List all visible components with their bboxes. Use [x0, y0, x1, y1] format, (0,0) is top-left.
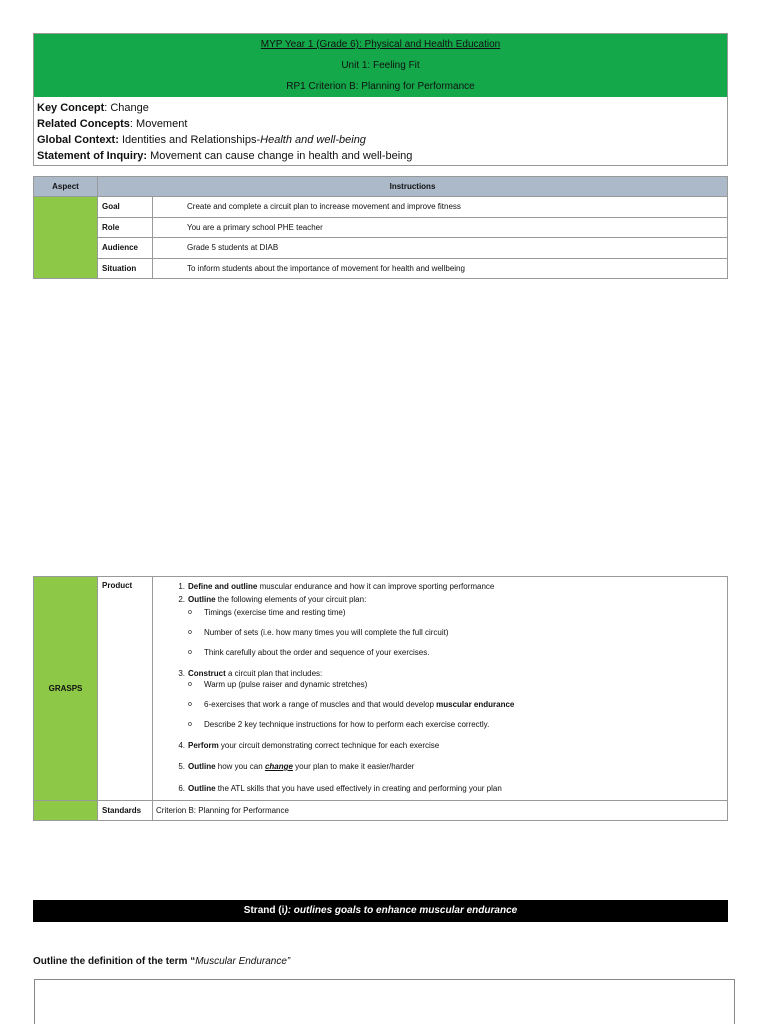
- item-number: 5.: [178, 762, 185, 771]
- row-label: Audience: [98, 238, 153, 259]
- table-row: [34, 238, 728, 259]
- global-italic: Health and well-being: [260, 134, 366, 146]
- item-text: the ATL skills that you have used effectively in creating and performing your plan: [215, 784, 502, 793]
- sub-text: Warm up (pulse raiser and dynamic stretches): [204, 680, 368, 689]
- list-item: [173, 594, 727, 605]
- item-number: 3.: [178, 669, 185, 678]
- list-item: [173, 581, 727, 592]
- related-label: Related Concepts: [37, 118, 130, 130]
- sub-text: 6-exercises that work a range of muscles and that would develop: [204, 700, 437, 709]
- product-list: [153, 577, 727, 800]
- row-label: Goal: [98, 197, 153, 218]
- grasps-table: [33, 576, 728, 821]
- course-title: MYP Year 1 (Grade 6): Physical and Health Education: [260, 39, 501, 50]
- item-text: a circuit plan that includes:: [225, 669, 323, 678]
- sub-item: [188, 679, 727, 690]
- bullet-icon: o: [188, 609, 192, 616]
- product-cell: [153, 577, 728, 801]
- sub-text: Timings (exercise time and resting time): [204, 608, 346, 617]
- unit-header: [33, 33, 728, 166]
- related-concepts: [37, 116, 724, 132]
- row-text: You are a primary school PHE teacher: [153, 217, 728, 238]
- item-text: muscular endurance and how it can improve sporting performance: [257, 582, 495, 591]
- item-number: 4.: [178, 741, 185, 750]
- related-value: : Movement: [129, 118, 188, 130]
- product-label: Product: [98, 577, 153, 801]
- row-text: Create and complete a circuit plan to increase movement and improve fitness: [153, 197, 728, 218]
- table-row: [34, 258, 728, 279]
- unit-title: Unit 1: Feeling Fit: [341, 60, 420, 71]
- bullet-icon: o: [188, 649, 192, 656]
- sub-item: [188, 607, 727, 618]
- list-item: [173, 761, 727, 772]
- item-bold: Outline: [188, 762, 216, 771]
- strand-italic: ): outlines goals to enhance muscular endurance: [284, 905, 518, 916]
- standards-row: [34, 801, 728, 821]
- answer-box[interactable]: [34, 979, 735, 1024]
- sub-item: [188, 719, 727, 730]
- bullet-icon: o: [188, 629, 192, 636]
- bullet-icon: o: [188, 701, 192, 708]
- concept-info: [34, 97, 727, 167]
- bullet-icon: o: [188, 721, 192, 728]
- bullet-icon: o: [188, 681, 192, 688]
- aspect-table: [33, 176, 728, 279]
- list-item: [173, 783, 727, 794]
- row-text: Grade 5 students at DIAB: [153, 238, 728, 259]
- item-text: your circuit demonstrating correct technique for each exercise: [218, 741, 440, 750]
- sub-text: Describe 2 key technique instructions for how to perform each exercise correctly.: [204, 720, 490, 729]
- sub-text: Number of sets (i.e. how many times you will complete the full circuit): [204, 628, 449, 637]
- global-value: Identities and Relationships-: [118, 134, 261, 146]
- row-label: Role: [98, 217, 153, 238]
- prompt-italic: Muscular Endurance”: [195, 956, 291, 967]
- item-text: the following elements of your circuit plan:: [215, 595, 367, 604]
- row-label: Situation: [98, 258, 153, 279]
- item-number: 6.: [178, 784, 185, 793]
- key-concept-value: : Change: [104, 102, 149, 114]
- table-row: [34, 197, 728, 218]
- global-context: [37, 132, 724, 148]
- inquiry-value: Movement can cause change in health and well-being: [147, 150, 413, 162]
- key-concept: [37, 100, 724, 116]
- global-label: Global Context:: [37, 134, 119, 146]
- key-concept-label: Key Concept: [37, 102, 105, 114]
- inquiry-label: Statement of Inquiry:: [37, 150, 148, 162]
- item-bold: Perform: [188, 741, 219, 750]
- sub-item: [188, 627, 727, 638]
- table-row: [34, 217, 728, 238]
- standards-label: Standards: [98, 801, 153, 821]
- item-bold: Outline: [188, 595, 216, 604]
- sub-text: Think carefully about the order and sequence of your exercises.: [204, 648, 430, 657]
- prompt-bold: Outline the definition of the term “: [33, 956, 196, 967]
- standards-fill: [34, 801, 98, 821]
- sub-item: [188, 647, 727, 658]
- strand-banner: [33, 900, 728, 922]
- standards-value: Criterion B: Planning for Performance: [153, 801, 728, 821]
- header-banner: [34, 34, 727, 97]
- item-text: how you can: [215, 762, 265, 771]
- outline-prompt: [33, 956, 290, 967]
- row-text: To inform students about the importance of movement for health and wellbeing: [153, 258, 728, 279]
- grasps-label: GRASPS: [34, 577, 98, 801]
- item-number: 1.: [178, 582, 185, 591]
- item-text: your plan to make it easier/harder: [292, 762, 415, 771]
- statement-of-inquiry: [37, 148, 724, 164]
- sub-bold: muscular endurance: [436, 700, 515, 709]
- item-bold: Construct: [188, 669, 226, 678]
- item-number: 2.: [178, 595, 185, 604]
- list-item: [173, 740, 727, 751]
- product-row: [34, 577, 728, 801]
- aspect-cell: [34, 197, 98, 279]
- aspect-header: Aspect: [34, 177, 98, 197]
- item-bold: Outline: [188, 784, 216, 793]
- sub-item: [188, 699, 727, 710]
- list-item: [173, 668, 727, 679]
- strand-prefix: Strand (i: [243, 905, 285, 916]
- criterion-title: RP1 Criterion B: Planning for Performance: [286, 81, 475, 92]
- instructions-header: Instructions: [98, 177, 728, 197]
- item-bold: Define and outline: [188, 582, 258, 591]
- item-emphasis: change: [264, 762, 293, 771]
